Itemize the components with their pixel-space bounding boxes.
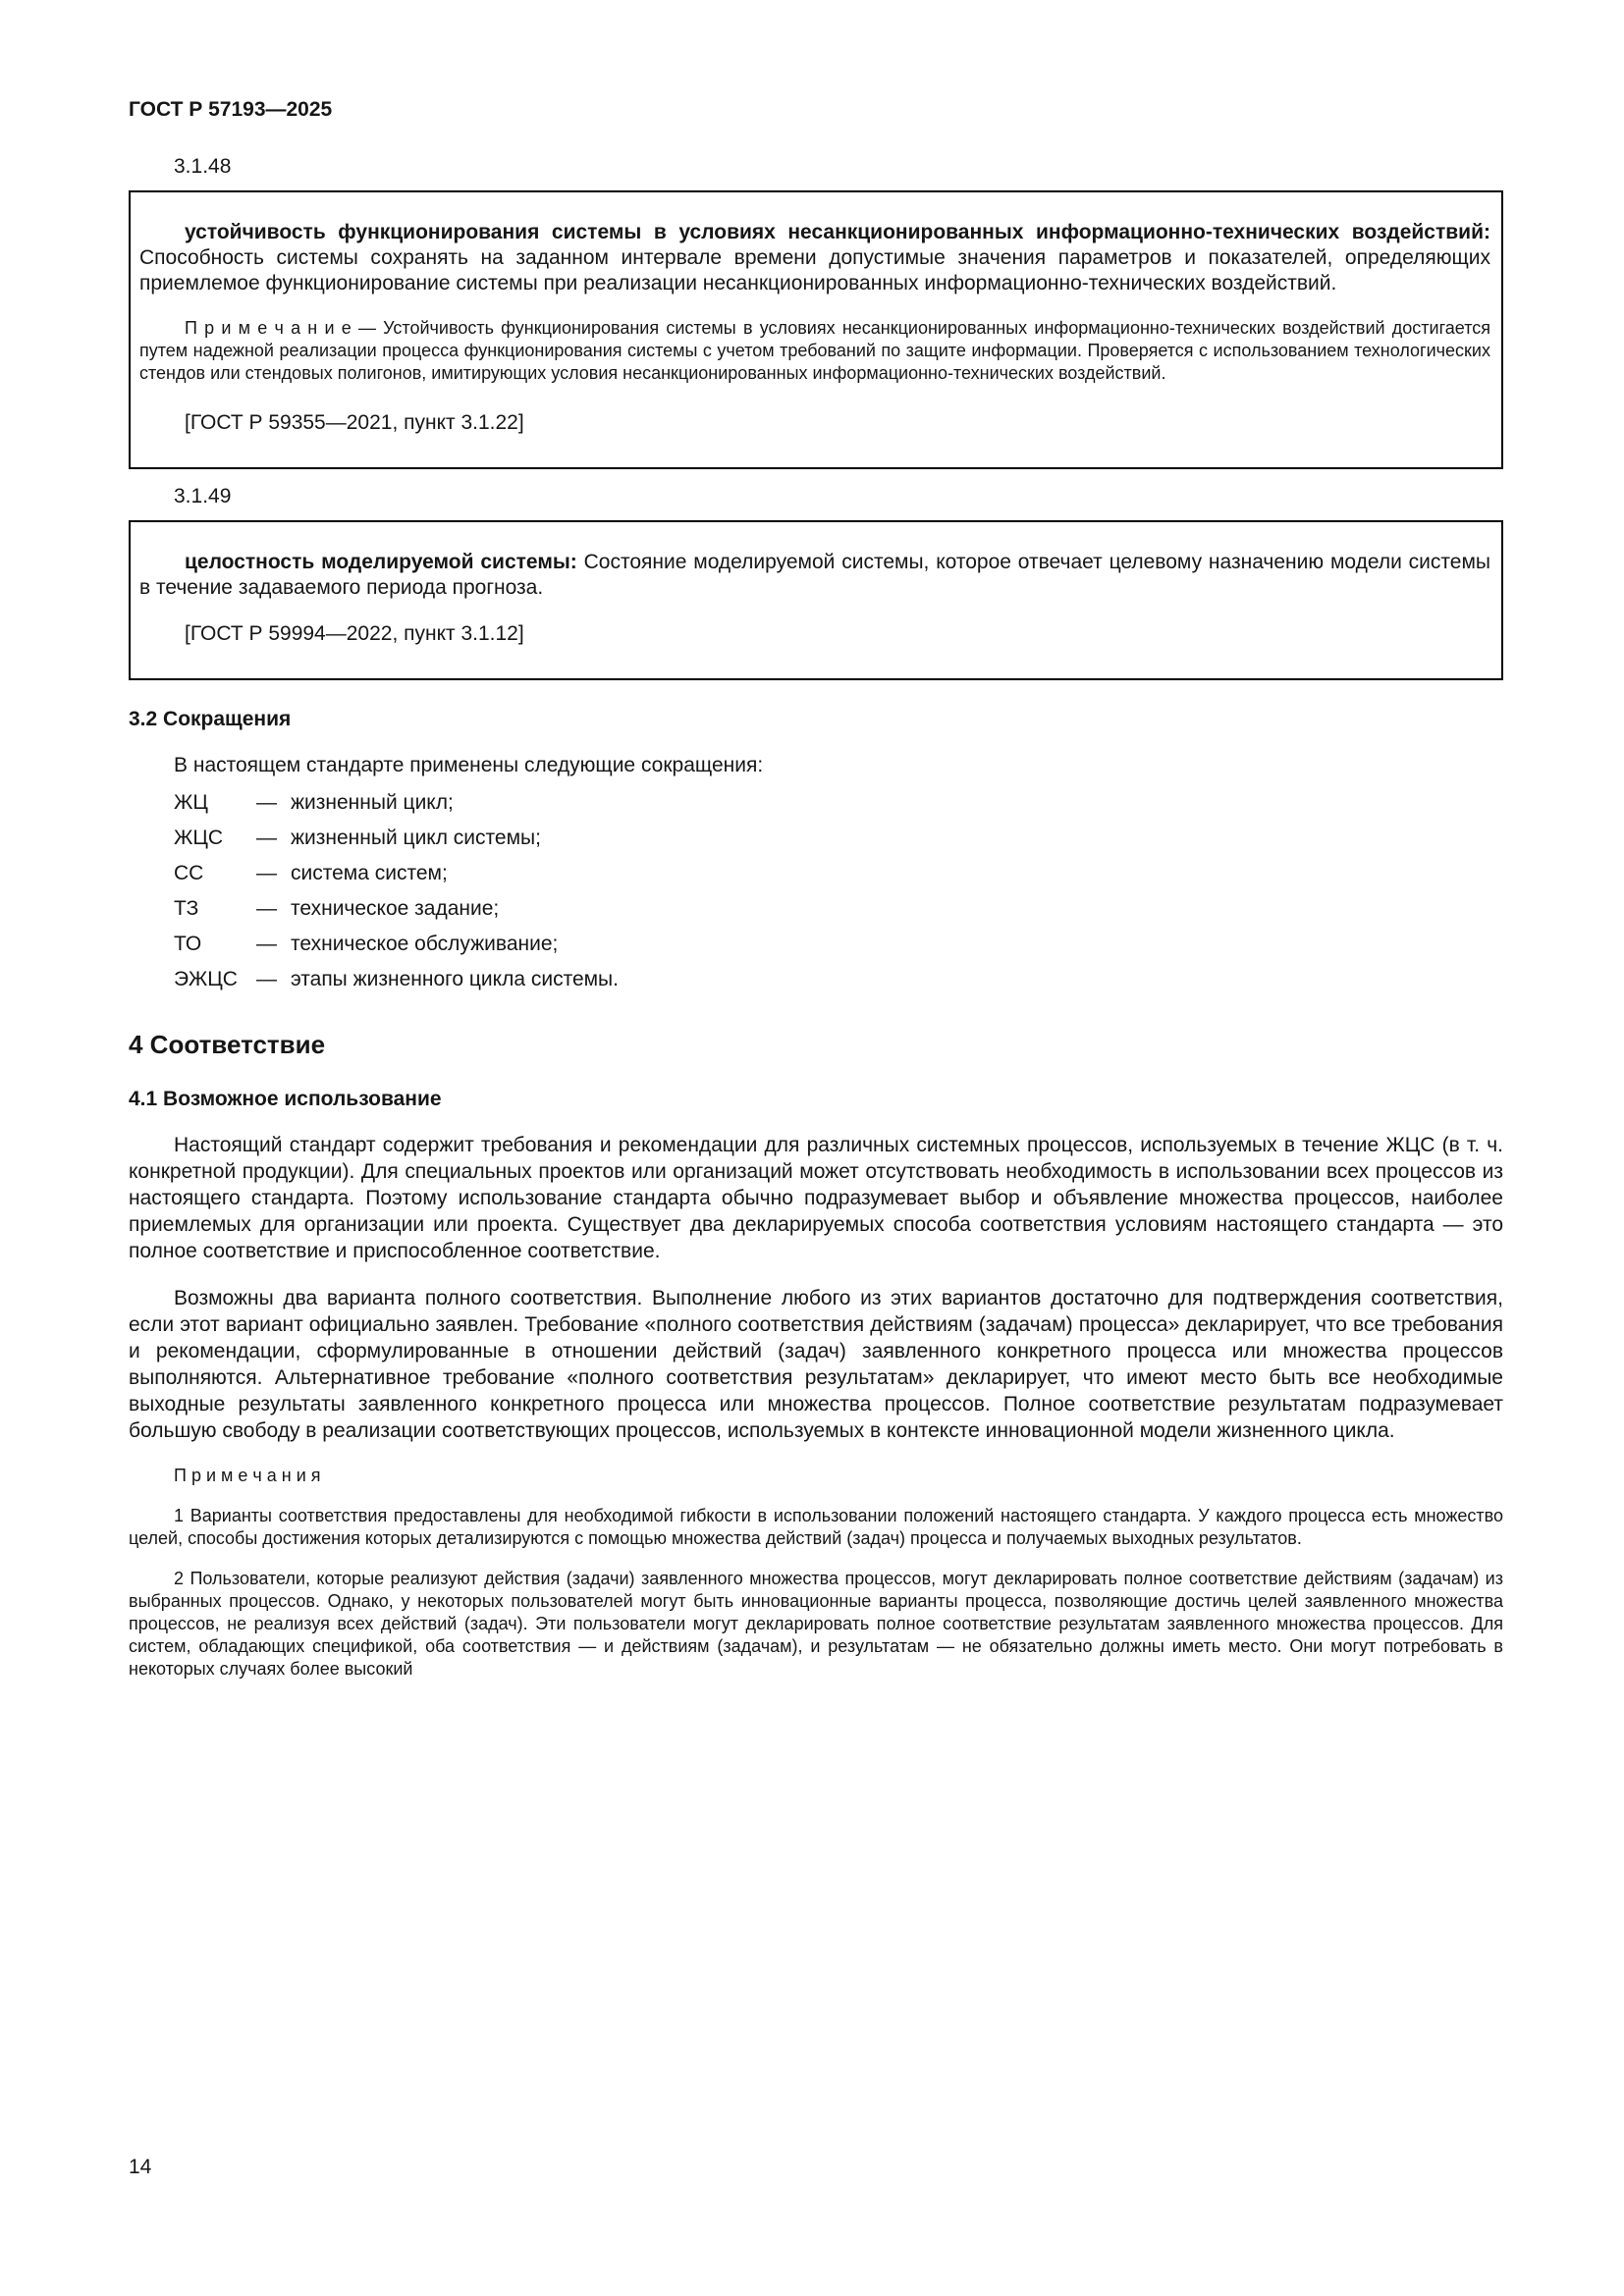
abbreviation-key: ЖЦ [174,791,208,814]
term-text: устойчивость функционирования системы в условиях несанкционированных информационно-технических воздействий: [185,221,1490,243]
abbreviation-meaning: система систем; [291,862,448,884]
body-paragraph-2: Возможны два варианта полного соответствия. Выполнение любого из этих вариантов достаточно для подтверждения соответствия, если этот вариант официально заявлен. Требование «полного соответствия действиям (задачам) процесса» декларирует, что все требования и рекомендации, сформулированные в отношении действий (задач) заявленного конкретного процесса или множества процессов выполняются. Альтернативное требование «полного соответствия результатам» декларирует, что имеют место быть все необходимые выходные результаты заявленного конкретного процесса или множества процессов. Полное соответствие результатам подразумевает большую свободу в реализации соответствующих процессов, используемых в контексте инновационной модели жизненного цикла. [129,1287,1503,1442]
definition-box-3-1-48 [129,190,1503,469]
abbreviation-dash: — [256,968,277,990]
abbreviation-row [174,861,1503,886]
definition-text: Способность системы сохранять на заданном интервале времени допустимые значения параметров и показателей, определяющих приемлемое функционирование системы при реализации несанкционированных информационно-технических воздействий. [139,246,1490,294]
abbreviation-row [174,896,1503,922]
abbreviation-meaning: техническое обслуживание; [291,933,559,955]
abbreviation-meaning: техническое задание; [291,897,500,920]
page-content [129,98,1503,1698]
term-text: целостность моделируемой системы: [185,551,577,573]
abbreviation-dash: — [256,791,277,814]
abbreviation-key: ТЗ [174,897,199,920]
heading-4-1-possible-use: 4.1 Возможное использование [129,1088,442,1110]
definition-paragraph [139,220,1490,296]
heading-4-conformance: 4 Соответствие [129,1030,326,1059]
abbreviation-dash: — [256,827,277,849]
abbreviation-dash: — [256,933,277,955]
note-label: П р и м е ч а н и е [185,318,352,338]
clause-number-3-1-49: 3.1.49 [174,485,232,507]
note-body: — Устойчивость функционирования системы в условиях несанкционированных информационно-технических воздействий достигается путем надежной реализации процесса функционирования системы с учетом требований по защите информации. Проверяется с использованием технологических стендов или стендовых полигонов, имитирующих условия несанкционированных информационно-технических воздействий. [139,318,1490,383]
clause-number-3-1-48: 3.1.48 [174,155,232,178]
note-item-1: 1 Варианты соответствия предоставлены для необходимой гибкости в использовании положений настоящего стандарта. У каждого процесса есть множество целей, способы достижения которых детализируются с помощью множества действий (задач) процесса и получаемых выходных результатов. [129,1506,1503,1548]
notes-heading: П р и м е ч а н и я [174,1466,321,1485]
abbreviation-row [174,967,1503,992]
definition-box-3-1-49 [129,520,1503,680]
document-code-header: ГОСТ Р 57193—2025 [129,98,333,121]
definition-text: Состояние моделируемой системы, которое отвечает целевому назначению модели системы в течение задаваемого периода прогноза. [139,551,1490,599]
abbreviation-row [174,790,1503,816]
body-paragraph-1: Настоящий стандарт содержит требования и рекомендации для различных системных процессов, используемых в течение ЖЦС (в т. ч. конкретной продукции). Для специальных проектов или организаций может отсутствовать необходимость в использовании всех процессов из настоящего стандарта. Поэтому использование стандарта обычно подразумевает выбор и объявление множества процессов, наиболее приемлемых для организации или проекта. Существует два декларируемых способа соответствия условиям настоящего стандарта — это полное соответствие и приспособленное соответствие. [129,1134,1503,1262]
abbreviations-list [174,790,1503,992]
abbreviation-row [174,932,1503,957]
abbreviation-meaning: этапы жизненного цикла системы. [291,968,619,990]
abbreviation-row [174,826,1503,851]
source-reference: [ГОСТ Р 59355—2021, пункт 3.1.22] [185,411,524,434]
abbreviation-meaning: жизненный цикл; [291,791,454,814]
abbreviation-key: ЖЦС [174,827,224,849]
abbreviations-intro: В настоящем стандарте применены следующие сокращения: [174,754,764,776]
definition-paragraph [139,550,1490,601]
abbreviation-meaning: жизненный цикл системы; [291,827,541,849]
note-item-2: 2 Пользователи, которые реализуют действия (задачи) заявленного множества процессов, могут декларировать полное соответствие действиям (задачам) из выбранных процессов. Однако, у некоторых пользователей могут быть инновационные варианты процесса, позволяющие достичь целей заявленного множества процессов, не реализуя всех действий (задач). Эти пользователи могут декларировать полное соответствие результатам заявленного множества процессов. Для систем, обладающих спецификой, оба соответствия — и действиям (задачам), и результатам — не обязательно должны иметь место. Они могут потребовать в некоторых случаях более высокий [129,1569,1503,1679]
abbreviation-dash: — [256,862,277,884]
note-paragraph [139,317,1490,385]
source-reference: [ГОСТ Р 59994—2022, пункт 3.1.12] [185,622,524,645]
abbreviation-key: ЭЖЦС [174,968,238,990]
abbreviation-key: ТО [174,933,202,955]
page-number: 14 [129,2156,152,2178]
heading-3-2-abbreviations: 3.2 Сокращения [129,708,292,730]
abbreviation-dash: — [256,897,277,920]
abbreviation-key: СС [174,862,204,884]
